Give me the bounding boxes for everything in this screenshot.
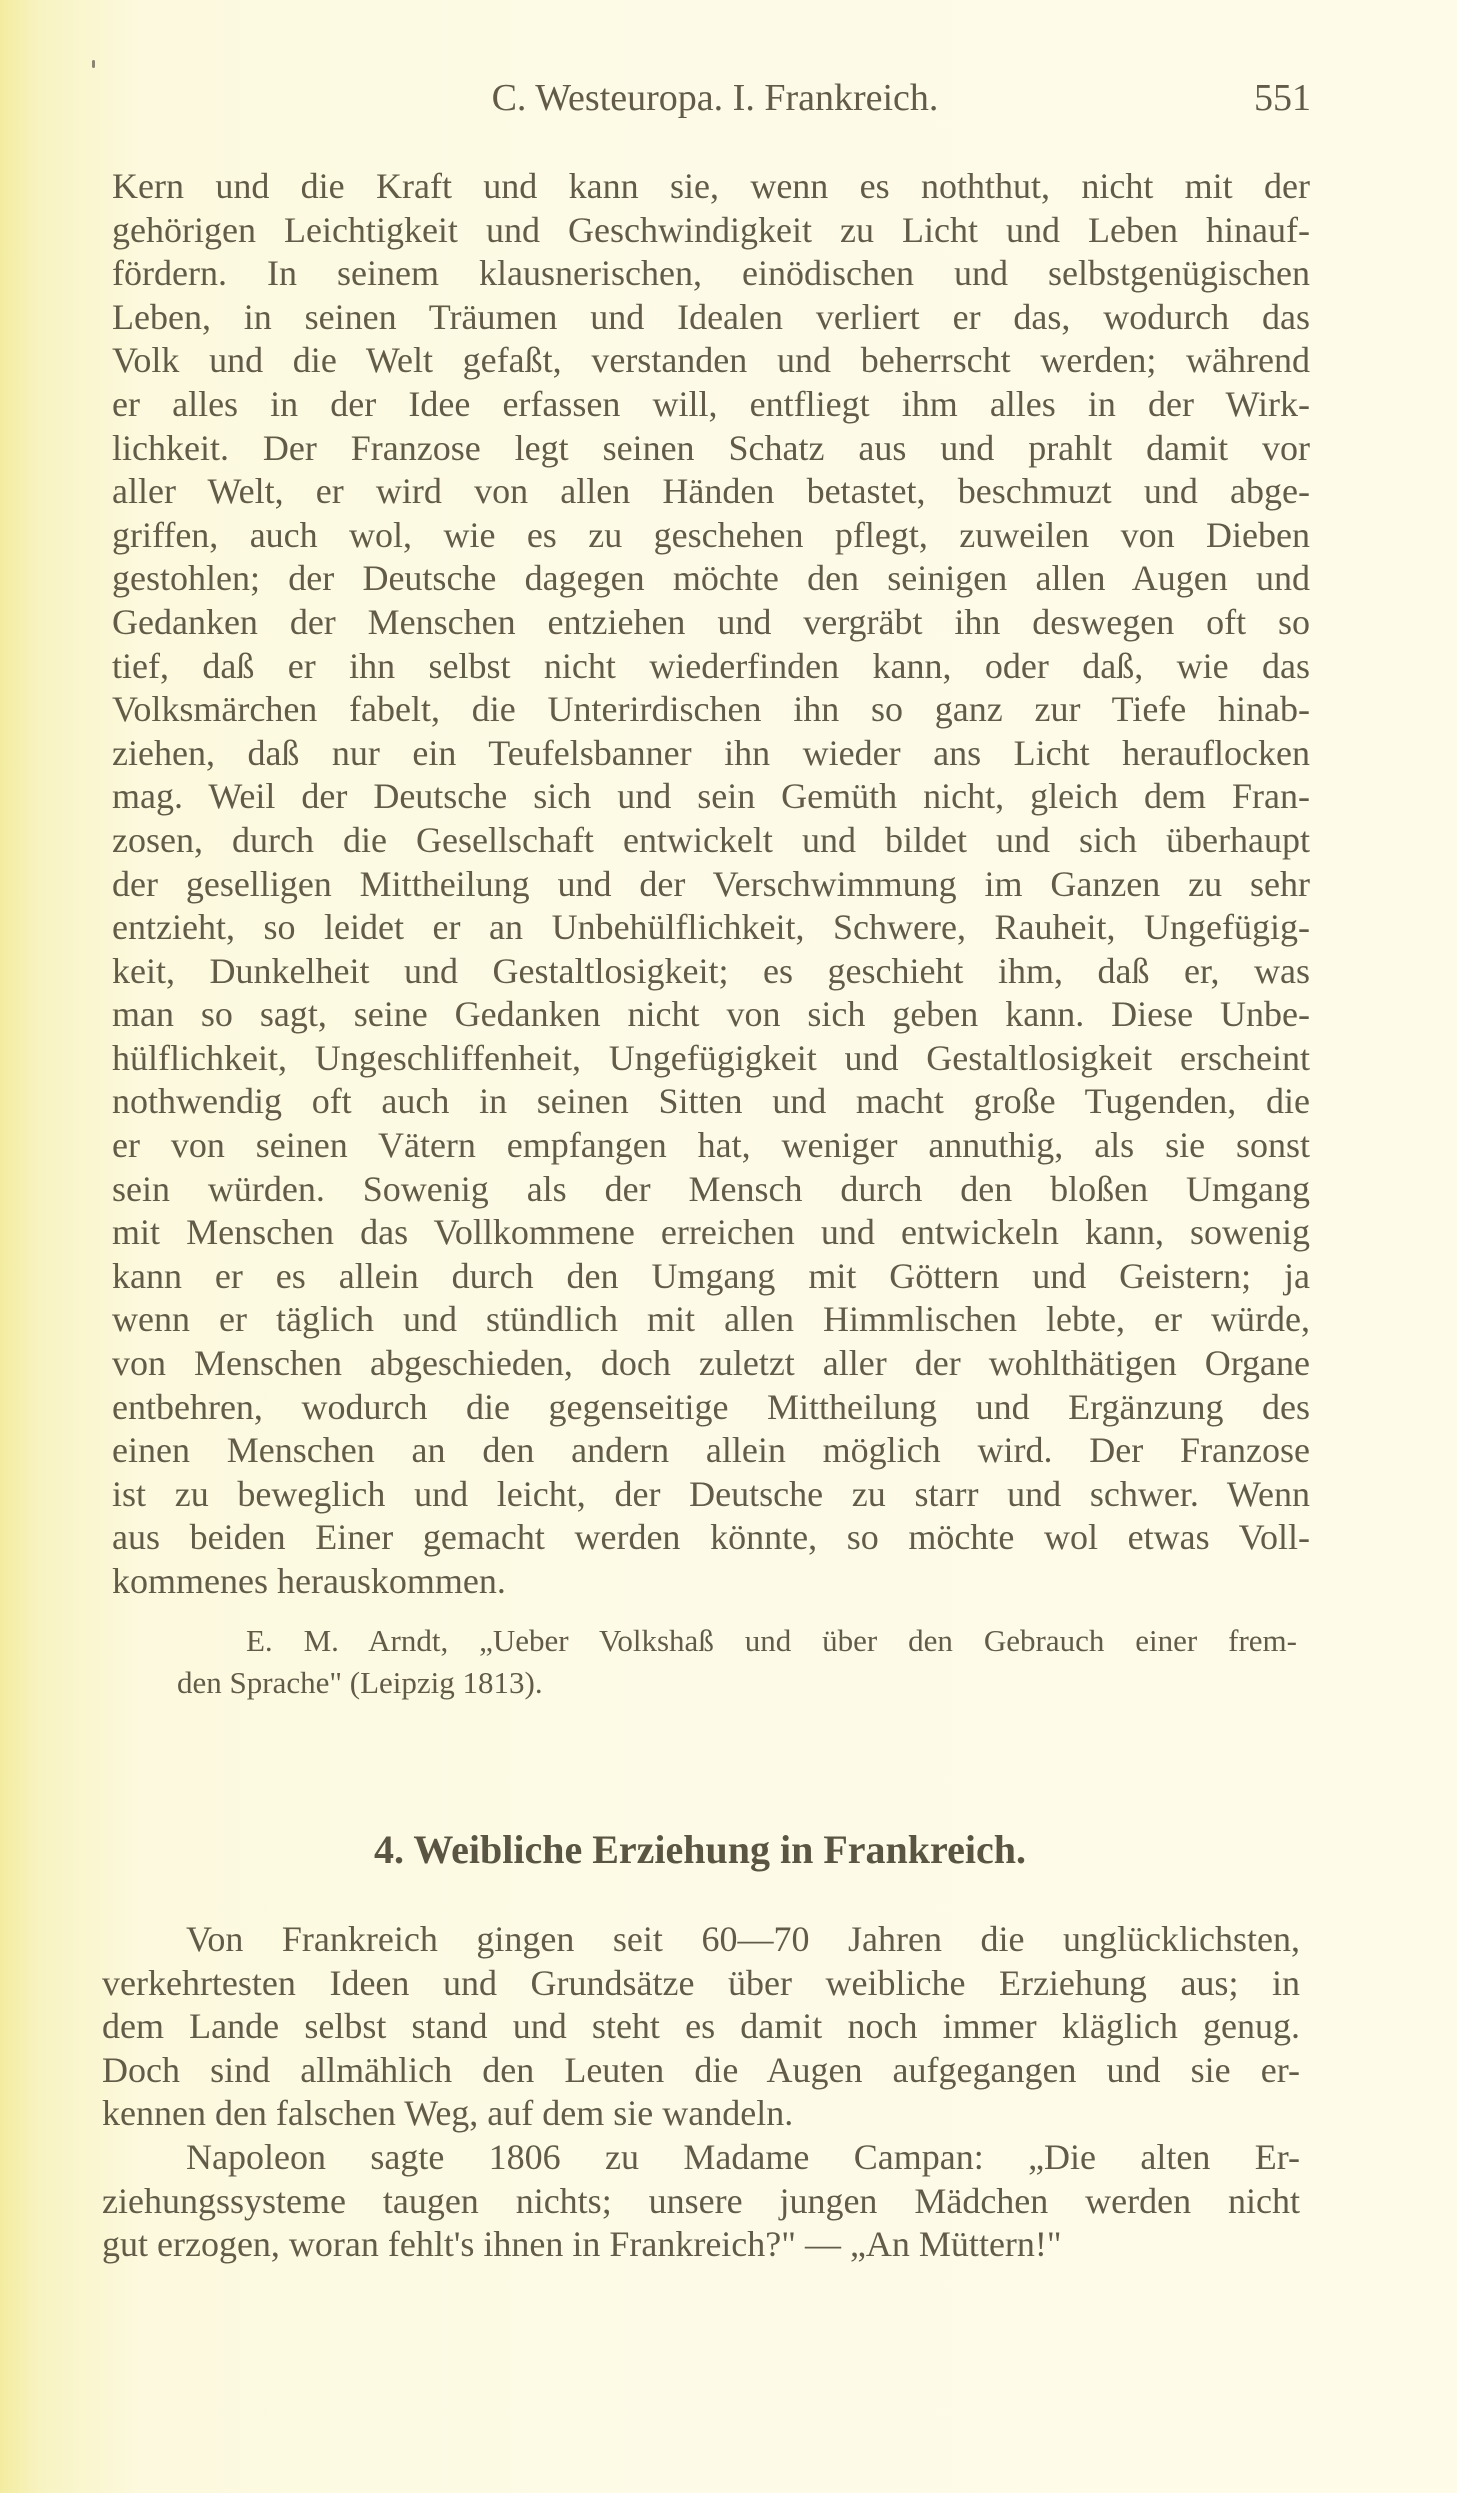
- text-line: ziehen, daß nur ein Teufelsbanner ihn wieder ans Licht herauflocken: [112, 732, 1310, 773]
- text-line: nothwendig oft auch in seinen Sitten und macht große Tugenden, die: [112, 1081, 1310, 1122]
- body-paragraph: [112, 165, 1310, 1604]
- text-line: mit Menschen das Vollkommene erreichen und entwickeln kann, sowenig: [112, 1212, 1310, 1253]
- text-line: gut erzogen, woran fehlt's ihnen in Frankreich?" — „An Müttern!": [102, 2224, 1062, 2265]
- text-line: fördern. In seinem klausnerischen, einödischen und selbstgenügischen: [112, 253, 1310, 294]
- text-line: sein würden. Sowenig als der Mensch durch den bloßen Umgang: [112, 1168, 1310, 1209]
- text-line: Doch sind allmählich den Leuten die Augen aufgegangen und sie er-: [102, 2049, 1300, 2090]
- page-number: 551: [1254, 77, 1311, 119]
- text-line: entzieht, so leidet er an Unbehülflichkeit, Schwere, Rauheit, Ungefügig-: [112, 907, 1310, 948]
- text-line: dem Lande selbst stand und steht es damit noch immer kläglich genug.: [102, 2006, 1300, 2047]
- text-line: wenn er täglich und stündlich mit allen Himmlischen lebte, er würde,: [112, 1299, 1310, 1340]
- text-line: kennen den falschen Weg, auf dem sie wandeln.: [102, 2093, 794, 2134]
- section-heading: 4. Weibliche Erziehung in Frankreich.: [374, 1827, 1026, 1872]
- text-line: Von Frankreich gingen seit 60—70 Jahren die unglücklichsten,: [186, 1919, 1300, 1959]
- text-line: Volk und die Welt gefaßt, verstanden und beherrscht werden; während: [112, 340, 1310, 381]
- text-line: kann er es allein durch den Umgang mit Göttern und Geistern; ja: [112, 1255, 1310, 1296]
- text-line: E. M. Arndt, „Ueber Volkshaß und über den Gebrauch einer frem-: [246, 1623, 1297, 1658]
- text-line: tief, daß er ihn selbst nicht wiederfinden kann, oder daß, wie das: [112, 645, 1310, 686]
- text-line: von Menschen abgeschieden, doch zuletzt aller der wohlthätigen Organe: [112, 1343, 1310, 1384]
- text-line: gehörigen Leichtigkeit und Geschwindigkeit zu Licht und Leben hinauf-: [112, 209, 1310, 250]
- text-line: er alles in der Idee erfassen will, entfliegt ihm alles in der Wirk-: [112, 383, 1310, 424]
- text-line: gestohlen; der Deutsche dagegen möchte den seinigen allen Augen und: [112, 558, 1310, 599]
- citation: [177, 1620, 1297, 1704]
- text-line: er von seinen Vätern empfangen hat, weniger annuthig, als sie sonst: [112, 1125, 1310, 1166]
- text-line: Kern und die Kraft und kann sie, wenn es noththut, nicht mit der: [112, 166, 1310, 206]
- text-line: verkehrtesten Ideen und Grundsätze über weibliche Erziehung aus; in: [102, 1962, 1300, 2003]
- running-header: C. Westeuropa. I. Frankreich.: [491, 77, 939, 119]
- text-line: einen Menschen an den andern allein möglich wird. Der Franzose: [112, 1430, 1310, 1471]
- text-line: entbehren, wodurch die gegenseitige Mittheilung und Ergänzung des: [112, 1386, 1310, 1427]
- text-line: aus beiden Einer gemacht werden könnte, so möchte wol etwas Voll-: [112, 1517, 1310, 1558]
- text-line: ziehungssysteme taugen nichts; unsere jungen Mädchen werden nicht: [102, 2180, 1300, 2221]
- scan-speck: [92, 60, 95, 68]
- text-line: der geselligen Mittheilung und der Verschwimmung im Ganzen zu sehr: [112, 863, 1310, 904]
- text-line: den Sprache" (Leipzig 1813).: [177, 1665, 543, 1700]
- text-line: zosen, durch die Gesellschaft entwickelt und bildet und sich überhaupt: [112, 819, 1310, 860]
- text-line: Leben, in seinen Träumen und Idealen verliert er das, wodurch das: [112, 296, 1310, 337]
- text-line: Napoleon sagte 1806 zu Madame Campan: „Die alten Er-: [186, 2136, 1300, 2177]
- text-line: Gedanken der Menschen entziehen und vergräbt ihn deswegen oft so: [112, 601, 1310, 642]
- text-line: man so sagt, seine Gedanken nicht von sich geben kann. Diese Unbe-: [112, 994, 1310, 1035]
- text-line: keit, Dunkelheit und Gestaltlosigkeit; es geschieht ihm, daß er, was: [112, 950, 1310, 991]
- text-line: lichkeit. Der Franzose legt seinen Schatz aus und prahlt damit vor: [112, 427, 1310, 468]
- text-line: hülflichkeit, Ungeschliffenheit, Ungefügigkeit und Gestaltlosigkeit erscheint: [112, 1037, 1310, 1078]
- text-line: Volksmärchen fabelt, die Unterirdischen ihn so ganz zur Tiefe hinab-: [112, 689, 1310, 730]
- text-line: ist zu beweglich und leicht, der Deutsche zu starr und schwer. Wenn: [112, 1473, 1310, 1514]
- text-line: griffen, auch wol, wie es zu geschehen pflegt, zuweilen von Dieben: [112, 514, 1310, 555]
- text-line: kommenes herauskommen.: [112, 1561, 506, 1601]
- body-paragraph-2: [102, 1918, 1300, 2267]
- text-line: mag. Weil der Deutsche sich und sein Gemüth nicht, gleich dem Fran-: [112, 776, 1310, 817]
- text-line: aller Welt, er wird von allen Händen betastet, beschmuzt und abge-: [112, 471, 1310, 512]
